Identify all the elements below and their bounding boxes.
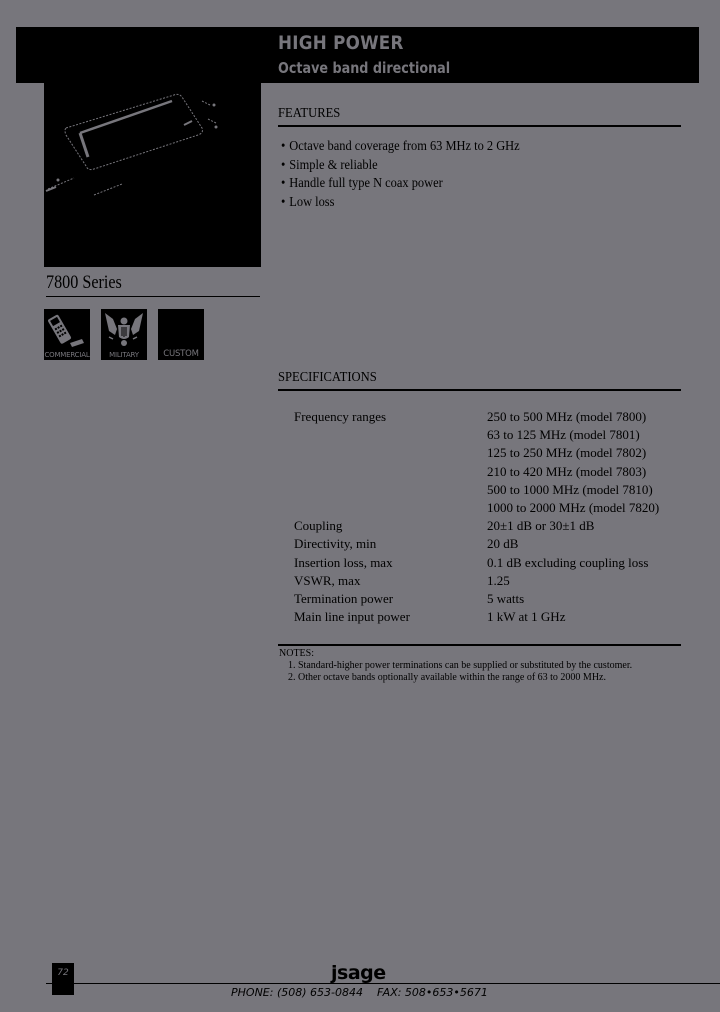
features-list: [281, 137, 540, 211]
spec-value: 1000 to 2000 MHz (model 7820): [487, 500, 660, 516]
page-number-box: [52, 963, 74, 995]
spec-value: 63 to 125 MHz (model 7801): [487, 427, 640, 443]
spec-key: [294, 481, 487, 499]
badge-label: COMMERCIAL: [44, 351, 90, 359]
features-rule: [278, 125, 681, 127]
spec-value: 20 dB: [487, 536, 519, 552]
spec-value: 500 to 1000 MHz (model 7810): [487, 481, 653, 497]
spec-value: 250 to 500 MHz (model 7800): [487, 409, 647, 424]
series-title: 7800 Series: [46, 272, 122, 293]
spec-key: Directivity, min: [294, 536, 377, 552]
notes-heading: NOTES:: [279, 648, 314, 659]
table-row: [294, 408, 659, 426]
table-row: [294, 608, 659, 626]
notes-rule: [278, 644, 681, 646]
divider: [46, 296, 260, 297]
spec-value: 210 to 420 MHz (model 7803): [487, 463, 647, 479]
table-row: [294, 554, 659, 572]
specifications-rule: [278, 389, 681, 391]
table-row: [294, 590, 659, 608]
spec-value: 20±1 dB or 30±1 dB: [487, 518, 595, 534]
spec-key: Frequency ranges: [294, 409, 387, 424]
page-number: 72: [57, 968, 69, 978]
badge-commercial: [44, 309, 90, 360]
table-row: [294, 517, 659, 535]
page-subtitle: Octave band directional: [278, 59, 451, 77]
table-row: [294, 444, 659, 462]
feature-item: • Octave band coverage from 63 MHz to 2 GHz: [281, 138, 520, 153]
spec-key: [294, 499, 487, 517]
spec-value: 0.1 dB excluding coupling loss: [487, 554, 649, 570]
note-item: 2. Other octave bands optionally available within the range of 63 to 2000 MHz.: [288, 672, 606, 684]
page-title: HIGH POWER: [278, 32, 404, 54]
spec-value: 1.25: [487, 572, 510, 588]
table-row: [294, 463, 659, 481]
fax-number: FAX: 508•653•5671: [376, 986, 488, 999]
feature-item: • Handle full type N coax power: [281, 175, 443, 190]
spec-key: Termination power: [294, 591, 394, 607]
badge-label: CUSTOM: [163, 349, 199, 359]
table-row: [294, 481, 659, 499]
features-heading: FEATURES: [278, 106, 341, 121]
feature-item: • Low loss: [281, 193, 335, 209]
notes: [279, 648, 632, 685]
specifications-heading: SPECIFICATIONS: [278, 370, 377, 385]
phone-number: PHONE: (508) 653-0844: [231, 986, 363, 999]
handheld-device-icon: [44, 309, 90, 349]
spec-key: [294, 444, 487, 462]
feature-item: • Simple & reliable: [281, 156, 378, 172]
spec-key: [294, 463, 487, 481]
product-photo: [44, 83, 261, 267]
note-item: 1. Standard-higher power terminations can be supplied or substituted by the customer.: [288, 660, 633, 672]
badge-label: MILITARY: [109, 351, 139, 359]
spec-key: Main line input power: [294, 609, 410, 625]
contact-info: [231, 986, 488, 999]
coupler-illustration-icon: [44, 83, 261, 267]
badge-custom: [158, 309, 204, 360]
spec-value: 1 kW at 1 GHz: [487, 609, 566, 625]
badge-military: [101, 309, 147, 360]
company-logo: jsage: [331, 962, 386, 984]
eagle-emblem-icon: [101, 309, 147, 349]
spec-key: Coupling: [294, 518, 343, 534]
spec-key: [294, 426, 487, 444]
specifications-table: [294, 408, 659, 626]
spec-key: VSWR, max: [294, 572, 361, 588]
table-row: [294, 535, 659, 553]
table-row: [294, 426, 659, 444]
table-row: [294, 499, 659, 517]
spec-value: 5 watts: [487, 591, 525, 607]
spec-value: 125 to 250 MHz (model 7802): [487, 445, 647, 461]
spec-key: Insertion loss, max: [294, 554, 393, 570]
table-row: [294, 572, 659, 590]
